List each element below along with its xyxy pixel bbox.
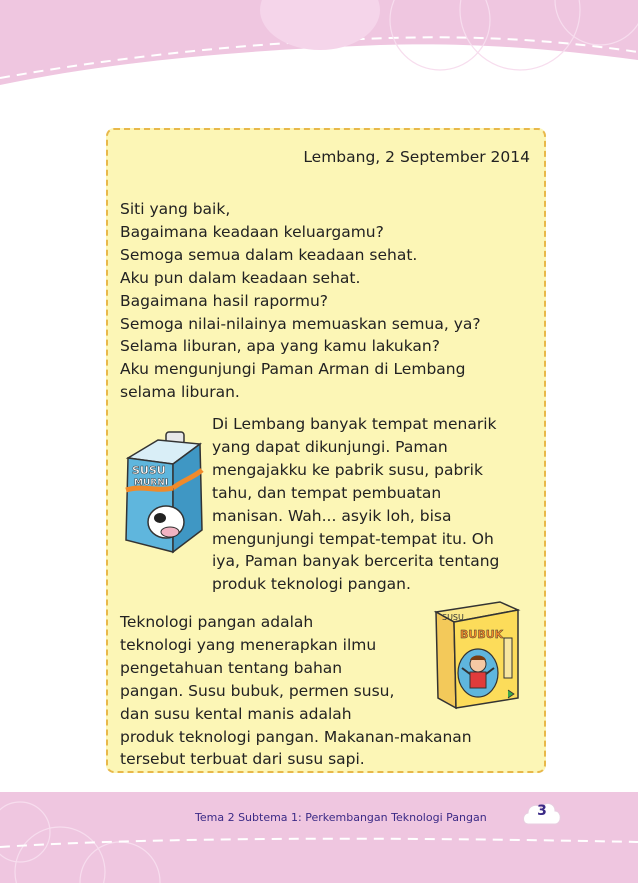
letter-line: teknologi yang menerapkan ilmu [120, 635, 377, 654]
letter-line: mengunjungi tempat-tempat itu. Oh [212, 529, 494, 548]
letter-line: produk teknologi pangan. [212, 575, 411, 594]
box-side [436, 612, 456, 708]
letter-line: Bagaimana keadaan keluargamu? [120, 222, 384, 241]
letter-line: Selama liburan, apa yang kamu lakukan? [120, 337, 440, 356]
letter-line: Aku pun dalam keadaan sehat. [120, 268, 361, 287]
letter-line: yang dapat dikunjungi. Paman [212, 437, 448, 456]
letter-line: selama liburan. [120, 383, 240, 402]
letter-line: pangan. Susu bubuk, permen susu, [120, 681, 395, 700]
letter-line: Teknologi pangan adalah [120, 613, 314, 631]
letter-line: Bagaimana hasil rapormu? [120, 291, 329, 310]
top-decorative-band [0, 0, 638, 110]
letter-paragraph-lembang [212, 413, 542, 596]
carton-stripe [126, 488, 173, 490]
letter-line: Aku mengunjungi Paman Arman di Lembang [120, 360, 466, 379]
letter-line: tersebut terbuat dari susu sapi. [120, 750, 365, 769]
letter-line: Semoga semua dalam keadaan sehat. [120, 245, 418, 264]
carton-label-1: SUSU [132, 464, 166, 477]
powdered-milk-box-illustration [430, 598, 525, 713]
page-number-badge [520, 798, 564, 828]
letter-line: mengajakku ke pabrik susu, pabrik [212, 460, 483, 479]
footer-caption: Tema 2 Subtema 1: Perkembangan Teknologi Pangan [195, 811, 487, 824]
letter-line: pengetahuan tentang bahan [120, 658, 343, 677]
letter-line: Semoga nilai-nilainya memuaskan semua, ya? [120, 314, 481, 333]
letter-date: Lembang, 2 September 2014 [303, 148, 530, 166]
letter-line: manisan. Wah... asyik loh, bisa [212, 506, 452, 525]
letter-line: Siti yang baik, [120, 200, 231, 218]
milk-carton-illustration [118, 430, 208, 555]
letter-line: produk teknologi pangan. Makanan-makanan [120, 727, 472, 746]
child-shirt [470, 672, 486, 688]
letter-line: iya, Paman banyak bercerita tentang [212, 552, 500, 571]
letter-opening [120, 198, 540, 404]
carton-side [173, 444, 202, 552]
letter-line: tahu, dan tempat pembuatan [212, 483, 442, 502]
page-number: 3 [537, 803, 547, 819]
box-label-1: SUSU [442, 613, 464, 622]
box-label-2: BUBUK [460, 628, 504, 641]
carton-label-2: MURNI [134, 478, 169, 488]
letter-line: dan susu kental manis adalah [120, 704, 352, 723]
letter-line: Di Lembang banyak tempat menarik [212, 415, 497, 433]
